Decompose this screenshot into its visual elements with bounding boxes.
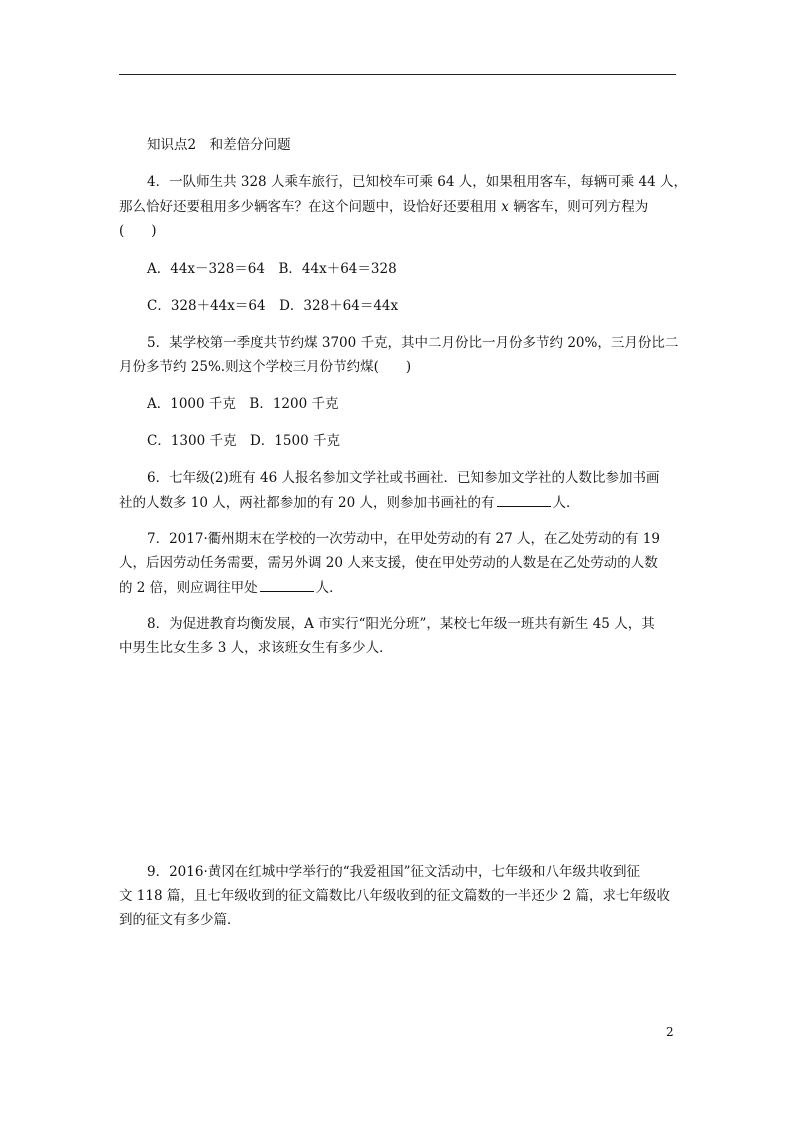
q5-options-ab [119, 394, 676, 414]
q7-line1: 7．2017·衢州期末在学校的一次劳动中，在甲处劳动的有 27 人，在乙处劳动的有 19 [147, 531, 660, 547]
q4-line3: ( ) [119, 223, 157, 239]
q4-option-d: D．328＋64＝44x [279, 298, 399, 314]
q5-line2: 月份多节约 25%.则这个学校三月份节约煤( ) [119, 359, 412, 375]
q4-variable: x [501, 199, 509, 215]
q7-line2: 人，后因劳动任务需要，需另外调 20 人来支援，使在甲处劳动的人数是在乙处劳动的人数 [119, 555, 658, 571]
q4-options-cd [119, 296, 676, 316]
q4-option-a: A．44x－328＝64 [147, 261, 265, 277]
q9-line3: 到的征文有多少篇． [119, 912, 241, 928]
page-number: 2 [666, 1025, 674, 1039]
q6-line1: 6．七年级(2)班有 46 人报名参加文学社或书画社．已知参加文学社的人数比参加书画 [147, 470, 660, 486]
q6-line2: 社的人数多 10 人，两社都参加的有 20 人，则参加书画社的有 人． [119, 492, 676, 513]
q6-answer-blank[interactable] [497, 492, 551, 507]
q8-line2: 中男生比女生多 3 人，求该班女生有多少人． [119, 640, 393, 656]
q5-line1: 5．某学校第一季度共节约煤 3700 千克，其中二月份比一月份多节约 20%，三月份比二 [147, 335, 679, 351]
q9-line1: 9．2016·黄冈在红城中学举行的“我爱祖国”征文活动中，七年级和八年级共收到征 [147, 864, 641, 880]
q4-line2: 那么恰好还要租用多少辆客车？在这个问题中，设恰好还要租用 x 辆客车，则可列方程为 [119, 199, 649, 215]
q5-option-c: C．1300 千克 [147, 433, 237, 449]
q5-option-a: A．1000 千克 [147, 396, 236, 412]
q7-line3: 的 2 倍，则应调往甲处 人． [119, 577, 676, 598]
q5-option-b: B．1200 千克 [249, 396, 339, 412]
q4-option-c: C．328＋44x＝64 [147, 298, 266, 314]
section-title: 知识点2 和差倍分问题 [147, 137, 291, 153]
q4-line1: 4．一队师生共 328 人乘车旅行，已知校车可乘 64 人，如果租用客车，每辆可乘 44 人， [147, 174, 687, 190]
q9-line2: 文 118 篇，且七年级收到的征文篇数比八年级收到的征文篇数的一半还少 2 篇，求七年级收 [119, 888, 671, 904]
q8-line1: 8．为促进教育均衡发展，A 市实行“阳光分班”，某校七年级一班共有新生 45 人，其 [147, 616, 655, 632]
q7-answer-blank[interactable] [260, 577, 314, 592]
q5-options-cd [119, 431, 676, 451]
q4-options-ab [119, 259, 676, 279]
q4-option-b: B．44x＋64＝328 [278, 261, 397, 277]
q5-option-d: D．1500 千克 [249, 433, 340, 449]
header-rule [119, 74, 676, 75]
